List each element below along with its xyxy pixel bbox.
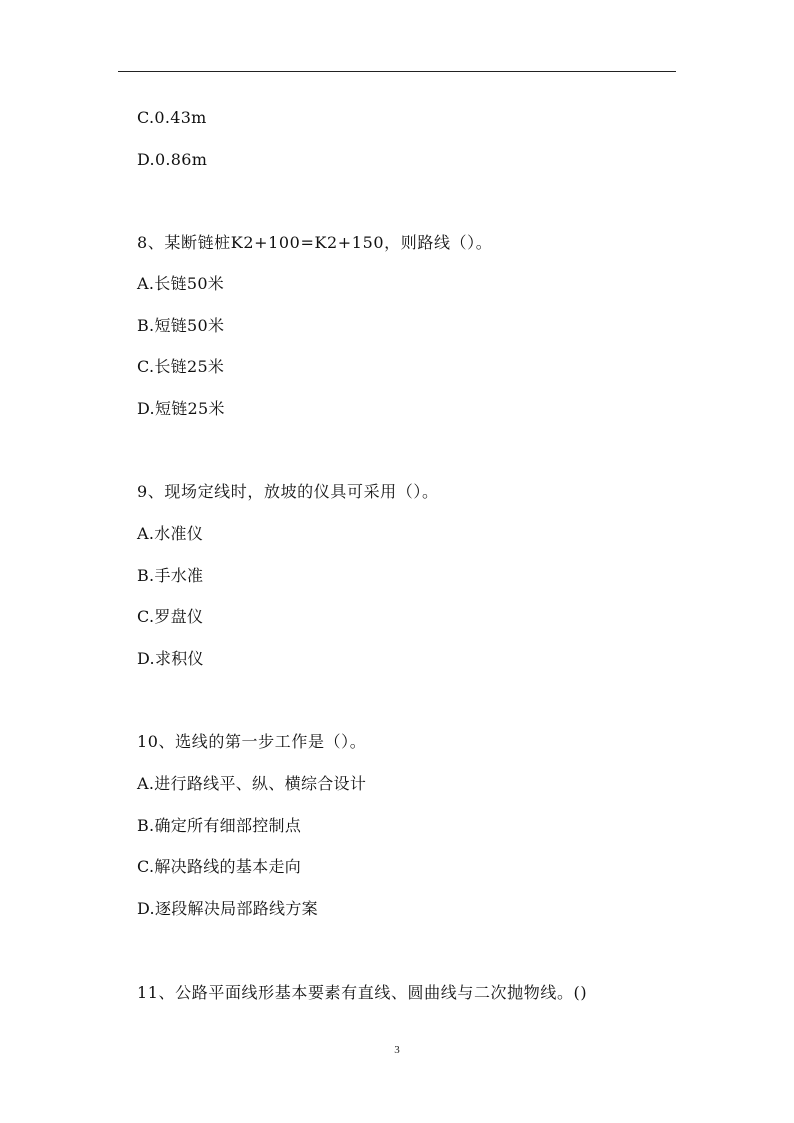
q9-option-d: D.求积仪 xyxy=(137,649,204,668)
q8-option-c: C.长链25米 xyxy=(137,357,225,376)
q10-option-c: C.解决路线的基本走向 xyxy=(137,857,302,876)
q8-option-a: A.长链50米 xyxy=(137,274,225,293)
q9-option-c: C.罗盘仪 xyxy=(137,607,204,626)
q7-option-d: D.0.86m xyxy=(137,150,208,169)
question-11: 11、公路平面线形基本要素有直线、圆曲线与二次抛物线。() xyxy=(137,983,588,1002)
q10-option-d: D.逐段解决局部路线方案 xyxy=(137,899,318,918)
q9-option-b: B.手水准 xyxy=(137,566,204,585)
q8-option-d: D.短链25米 xyxy=(137,399,225,418)
q9-option-a: A.水准仪 xyxy=(137,524,204,543)
q10-option-a: A.进行路线平、纵、横综合设计 xyxy=(137,774,367,793)
q10-option-b: B.确定所有细部控制点 xyxy=(137,816,302,835)
question-8: 8、某断链桩K2+100=K2+150，则路线（）。 xyxy=(137,233,493,252)
page-number: 3 xyxy=(394,1044,400,1056)
q8-option-b: B.短链50米 xyxy=(137,316,225,335)
question-10: 10、选线的第一步工作是（）。 xyxy=(137,732,367,751)
q7-option-c: C.0.43m xyxy=(137,108,207,127)
question-9: 9、现场定线时，放坡的仪具可采用（）。 xyxy=(137,482,439,501)
header-rule xyxy=(118,71,676,72)
